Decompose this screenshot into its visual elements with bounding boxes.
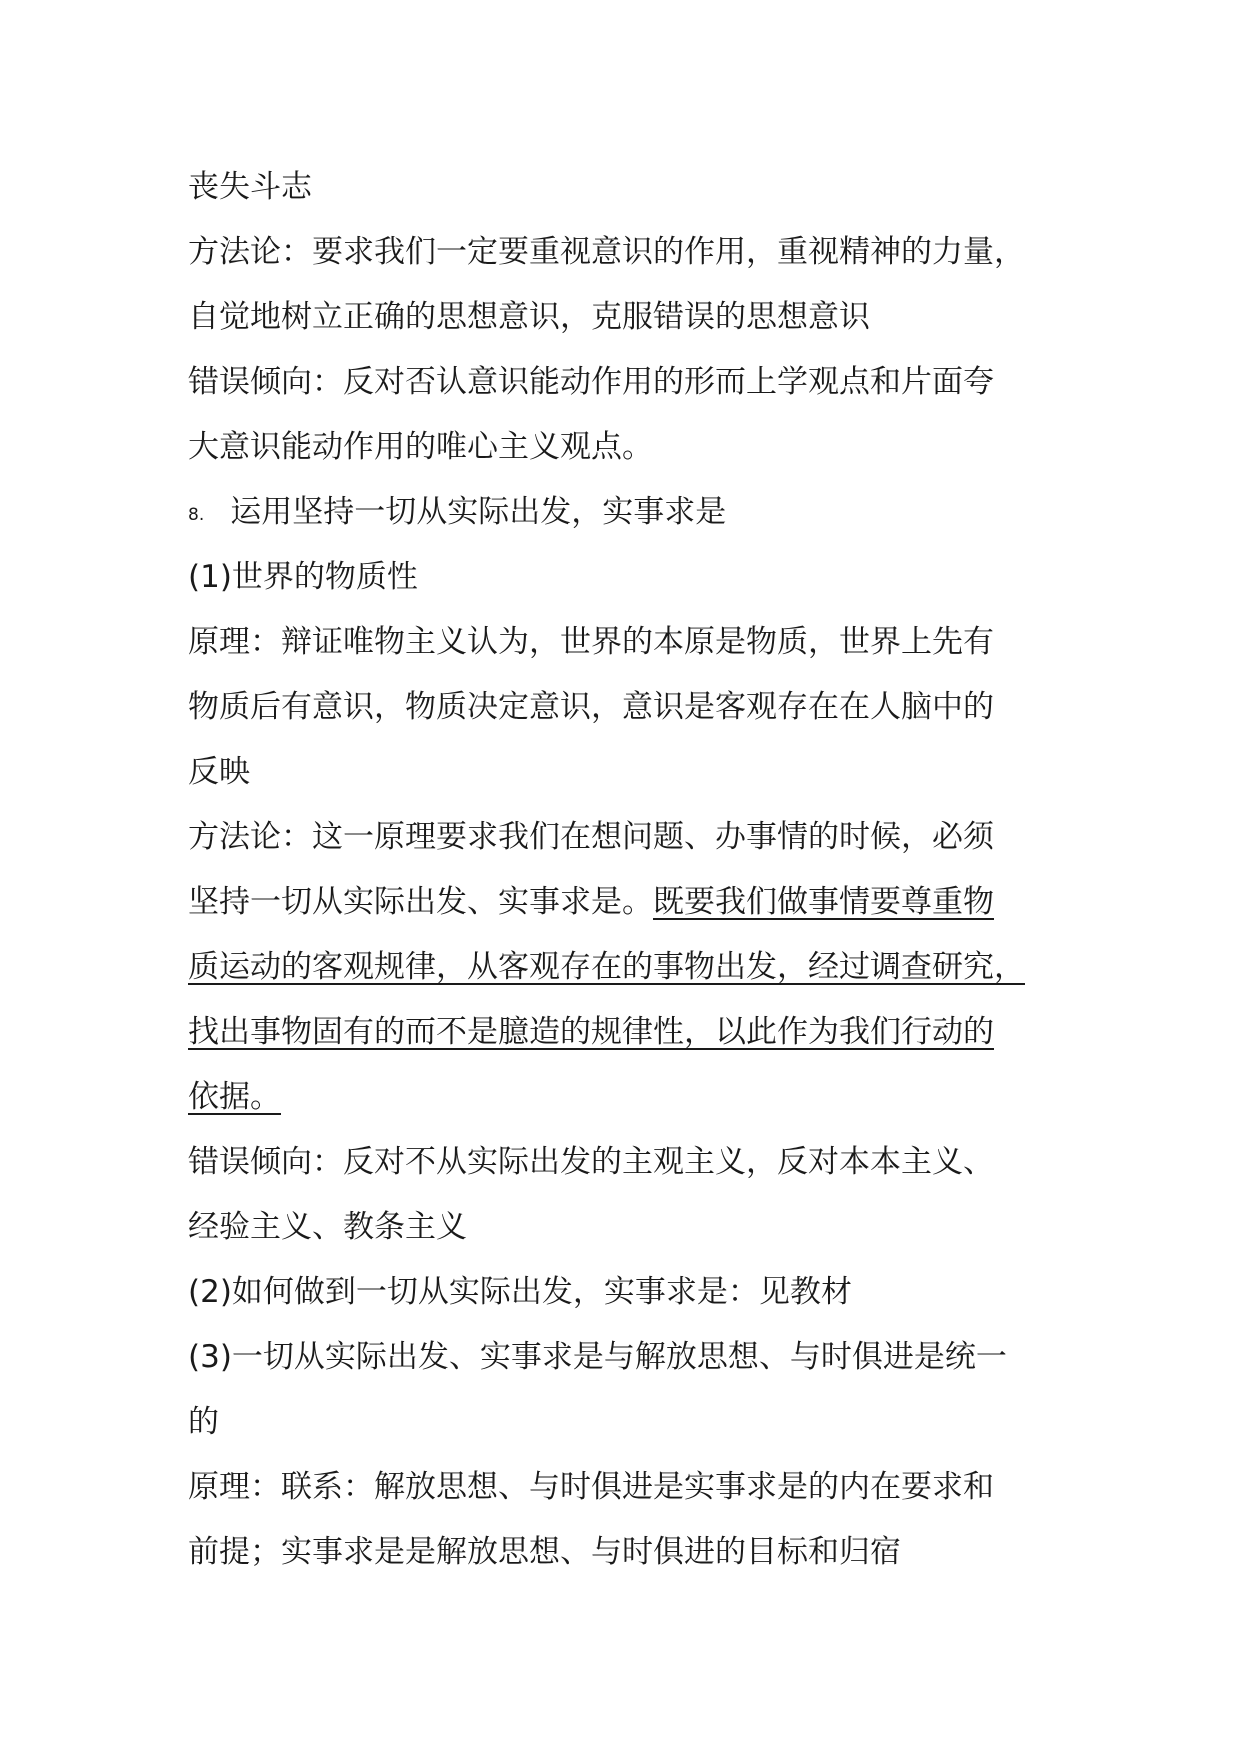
text-line: 的: [188, 1404, 219, 1440]
text-line: 丧失斗志: [188, 169, 312, 205]
text-line: 大意识能动作用的唯心主义观点。: [188, 429, 653, 465]
heading-text: 运用坚持一切从实际出发，实事求是: [230, 494, 727, 530]
text-line: 物质后有意识，物质决定意识，意识是客观存在在人脑中的: [188, 689, 994, 725]
text-line: 方法论：这一原理要求我们在想问题、办事情的时候，必须: [188, 819, 994, 855]
text-line: 错误倾向：反对不从实际出发的主观主义，反对本本主义、: [188, 1144, 994, 1180]
text-line: 方法论：要求我们一定要重视意识的作用，重视精神的力量，: [188, 234, 1025, 270]
text-line: [188, 870, 1088, 935]
underlined-text: 质运动的客观规律，从客观存在的事物出发，经过调查研究，: [188, 949, 1025, 985]
text-line: 原理：联系：解放思想、与时俱进是实事求是的内在要求和: [188, 1469, 994, 1505]
text-line: [188, 1065, 1088, 1130]
text-line: 反映: [188, 754, 250, 790]
text-line: 错误倾向：反对否认意识能动作用的形而上学观点和片面夸: [188, 364, 994, 400]
plain-text: 坚持一切从实际出发、实事求是。: [188, 884, 653, 920]
underlined-text: 依据。: [188, 1079, 281, 1115]
underlined-text: 既要我们做事情要尊重物: [653, 884, 994, 920]
list-number: 8.: [188, 505, 205, 525]
text-line: 经验主义、教条主义: [188, 1209, 467, 1245]
text-line: [188, 1000, 1088, 1065]
text-line: [188, 935, 1088, 1000]
text-line: 原理：辩证唯物主义认为，世界的本原是物质，世界上先有: [188, 624, 994, 660]
text-line: 自觉地树立正确的思想意识，克服错误的思想意识: [188, 299, 870, 335]
underlined-text: 找出事物固有的而不是臆造的规律性，以此作为我们行动的: [188, 1014, 994, 1050]
section-heading: (2)如何做到一切从实际出发，实事求是：见教材: [188, 1274, 852, 1310]
document-body: [188, 155, 1088, 1585]
text-line: 前提；实事求是是解放思想、与时俱进的目标和归宿: [188, 1534, 901, 1570]
section-heading: (1)世界的物质性: [188, 559, 418, 595]
numbered-heading: [188, 480, 1088, 545]
section-heading: (3)一切从实际出发、实事求是与解放思想、与时俱进是统一: [188, 1339, 1007, 1375]
